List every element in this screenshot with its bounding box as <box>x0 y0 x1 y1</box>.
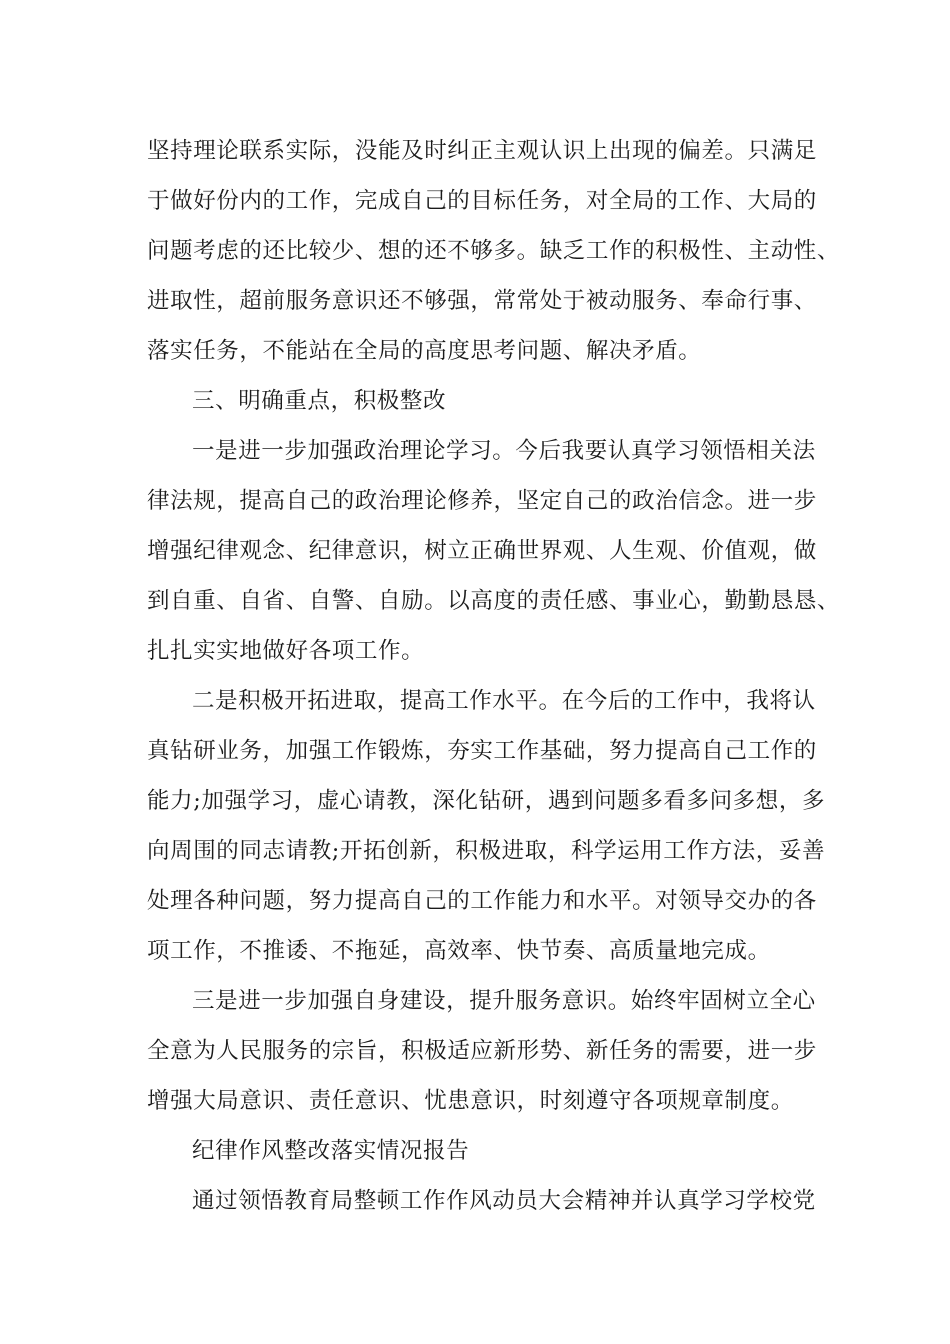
text-line: 处理各种问题，努力提高自己的工作能力和水平。对领导交办的各 <box>147 888 817 914</box>
text-line: 一是进一步加强政治理论学习。今后我要认真学习领悟相关法 <box>192 438 816 464</box>
report-title: 纪律作风整改落实情况报告 <box>192 1138 470 1164</box>
text-line: 坚持理论联系实际，没能及时纠正主观认识上出现的偏差。只满足 <box>147 138 817 164</box>
text-line: 律法规，提高自己的政治理论修养，坚定自己的政治信念。进一步 <box>147 488 817 514</box>
text-line: 项工作，不推诿、不拖延，高效率、快节奏、高质量地完成。 <box>147 938 771 964</box>
text-line: 增强纪律观念、纪律意识，树立正确世界观、人生观、价值观，做 <box>147 538 817 564</box>
text-line: 增强大局意识、责任意识、忧患意识，时刻遵守各项规章制度。 <box>147 1088 794 1114</box>
text-line: 到自重、自省、自警、自励。以高度的责任感、事业心，勤勤恳恳、 <box>147 588 841 614</box>
text-line: 扎扎实实地做好各项工作。 <box>147 638 425 664</box>
text-line: 进取性，超前服务意识还不够强，常常处于被动服务、奉命行事、 <box>147 288 817 314</box>
section-heading: 三、明确重点，积极整改 <box>192 388 447 414</box>
text-line: 落实任务，不能站在全局的高度思考问题、解决矛盾。 <box>147 338 702 364</box>
text-line: 能力;加强学习，虚心请教，深化钻研，遇到问题多看多问多想，多 <box>147 788 826 814</box>
text-line: 通过领悟教育局整顿工作作风动员大会精神并认真学习学校党 <box>192 1188 816 1214</box>
text-line: 真钻研业务，加强工作锻炼，夯实工作基础，努力提高自己工作的 <box>147 738 817 764</box>
text-line: 三是进一步加强自身建设，提升服务意识。始终牢固树立全心 <box>192 988 816 1014</box>
text-line: 向周围的同志请教;开拓创新，积极进取，科学运用工作方法，妥善 <box>147 838 826 864</box>
text-line: 二是积极开拓进取，提高工作水平。在今后的工作中，我将认 <box>192 688 816 714</box>
text-line: 全意为人民服务的宗旨，积极适应新形势、新任务的需要，进一步 <box>147 1038 817 1064</box>
text-line: 问题考虑的还比较少、想的还不够多。缺乏工作的积极性、主动性、 <box>147 238 841 264</box>
text-line: 于做好份内的工作，完成自己的目标任务，对全局的工作、大局的 <box>147 188 817 214</box>
